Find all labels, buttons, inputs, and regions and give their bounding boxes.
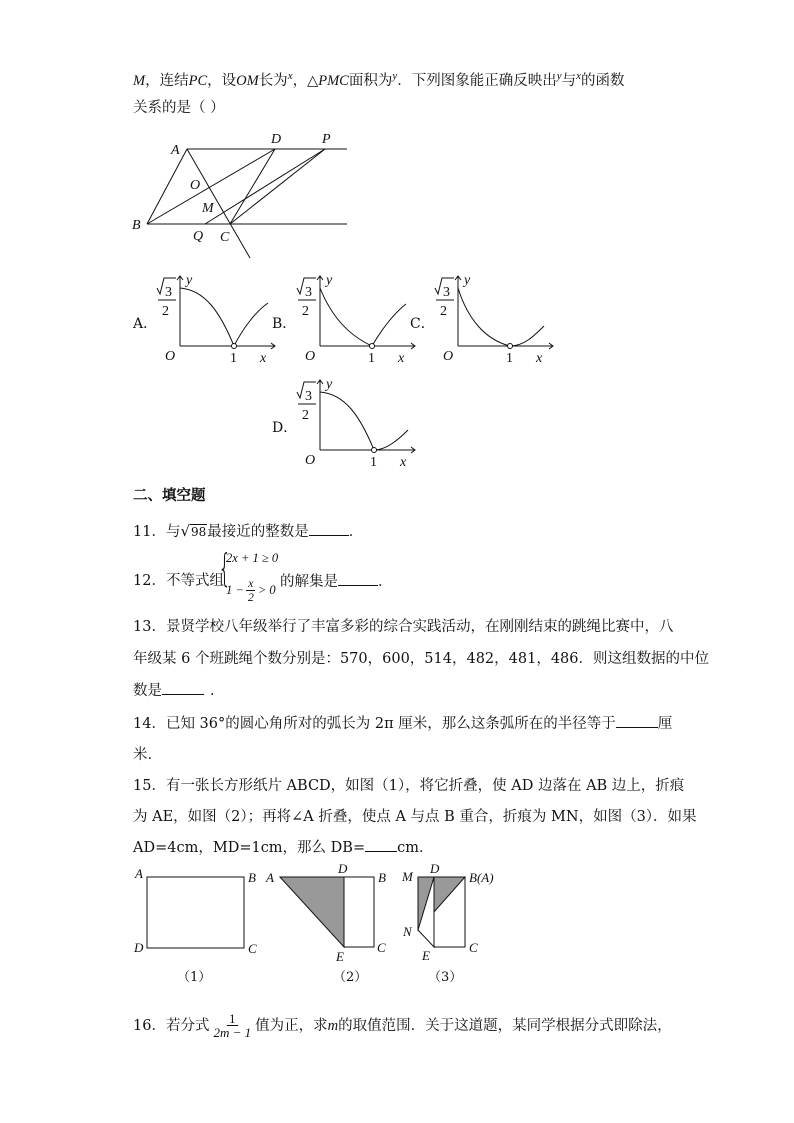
q10-text: ．下列图象能正确反映出	[397, 72, 557, 89]
option-d-graph	[290, 374, 425, 469]
label-d: D	[271, 132, 282, 147]
question-13-line1: 13．景贤学校八年级举行了丰富多彩的综合实践活动，在刚刚结束的跳绳比赛中，八	[133, 619, 674, 635]
tick-y-num: 3	[443, 285, 450, 300]
q10-var-y: y	[556, 70, 562, 82]
curve-left	[320, 288, 372, 346]
q11-pre: 11．与	[133, 524, 181, 540]
answer-blank[interactable]	[616, 713, 658, 728]
q10-text: 与	[561, 72, 577, 89]
tick-y-num: 3	[305, 285, 312, 300]
q16-post: 值为正，求	[255, 1017, 328, 1034]
fig2-label-b: B	[378, 870, 386, 885]
option-d-label: D．	[272, 420, 298, 436]
q10-line1	[133, 66, 625, 91]
fig2-label-c: C	[377, 940, 386, 955]
label-b: B	[132, 218, 141, 233]
axis-label-x: x	[398, 351, 405, 365]
q10-var-y: y	[392, 70, 398, 82]
tick-y-num: 3	[165, 285, 172, 300]
q10-line2: 关系的是（ ）	[133, 100, 225, 116]
hollow-point	[372, 448, 377, 453]
q10-var-x: x	[576, 70, 582, 82]
segment-dc	[230, 149, 275, 224]
q15-end: cm．	[397, 840, 434, 856]
fig3-label-ba: B(A)	[469, 870, 494, 885]
fig1-label-d: D	[134, 940, 144, 955]
q16-fraction	[211, 1012, 253, 1039]
fig3-caption: （3）	[428, 970, 463, 985]
curve-right	[234, 303, 268, 346]
axis-label-y: y	[326, 273, 333, 288]
fig3-label-d: D	[430, 861, 440, 876]
axis-label-y: y	[464, 273, 471, 288]
q15-pre: AD=4cm，MD=1cm，那么 DB=	[133, 840, 366, 856]
q10-var-pc: PC	[188, 72, 208, 89]
axis-label-x: x	[260, 351, 267, 365]
fig2-label-d: D	[338, 861, 348, 876]
origin-label: O	[305, 349, 316, 364]
curve-left	[180, 288, 234, 346]
q16-post2: 的取值范围．关于这道题，某同学根据分式即除法，	[338, 1017, 672, 1034]
hollow-point	[508, 344, 513, 349]
question-14-line1	[133, 713, 672, 734]
option-b-graph	[290, 270, 425, 365]
question-14-line2: 米．	[133, 747, 162, 763]
question-15-line1: 15．有一张长方形纸片 ABCD，如图（1），将它折叠，使 AD 边落在 AB 边上，折痕	[133, 778, 685, 794]
answer-blank[interactable]	[338, 571, 378, 586]
q12-frac-den: 2	[247, 590, 254, 604]
q12-fraction	[246, 577, 256, 604]
curve-right	[510, 326, 544, 346]
q10-text: 长为	[258, 72, 288, 89]
axis-label-y: y	[326, 377, 333, 392]
q14-end: 厘	[657, 716, 673, 732]
hollow-point	[370, 344, 375, 349]
curve-right	[374, 430, 408, 450]
label-p: P	[322, 132, 331, 147]
axis-label-x: x	[400, 455, 407, 469]
q12-inequality-1: 2x + 1 ≥ 0	[226, 551, 279, 565]
hollow-point	[232, 344, 237, 349]
fig3-label-n: N	[403, 924, 412, 939]
axis-label-x: x	[536, 351, 543, 365]
q10-text: 的函数	[581, 72, 625, 89]
curve-right	[372, 304, 406, 346]
q10-var-m: M	[133, 72, 146, 89]
axis-label-y: y	[186, 273, 193, 288]
fig3-label-c: C	[469, 940, 478, 955]
segment-pq	[205, 149, 325, 224]
origin-label: O	[165, 349, 176, 364]
q16-var-m: m	[327, 1017, 339, 1034]
q15-figure-2	[262, 860, 402, 966]
label-a: A	[171, 143, 180, 158]
fig1-caption: （1）	[177, 970, 212, 985]
fig1-label-b: B	[248, 870, 256, 885]
question-15-line3	[133, 837, 433, 858]
label-m: M	[202, 201, 214, 216]
label-c: C	[220, 230, 230, 245]
tick-x-label: 1	[506, 351, 513, 365]
answer-blank[interactable]	[365, 837, 397, 852]
fig2-caption: （2）	[333, 970, 368, 985]
option-c-label: C．	[410, 316, 435, 332]
tick-y-den: 2	[302, 408, 309, 423]
q11-radicand: 98	[191, 525, 207, 539]
origin-label: O	[443, 349, 454, 364]
question-13-line3	[133, 680, 225, 701]
label-o: O	[190, 178, 201, 193]
q10-text: ，连结	[145, 72, 189, 89]
q12-frac-num: x	[248, 576, 254, 590]
q10-var-pmc: PMC	[318, 72, 349, 89]
answer-blank[interactable]	[162, 680, 204, 695]
fig2-label-a: A	[266, 870, 274, 885]
q10-text: ，设	[207, 72, 237, 89]
q12-ineq2-b: > 0	[257, 583, 276, 597]
fig3-label-e: E	[422, 948, 430, 963]
question-12-pre: 12．不等式组	[133, 573, 224, 589]
q10-text: 面积为	[348, 72, 393, 89]
q12-inequality-2	[226, 577, 276, 604]
curve-left	[320, 392, 374, 450]
option-b-label: B．	[272, 316, 297, 332]
q16-frac-num: 1	[229, 1011, 236, 1026]
rectangle-abcd	[147, 877, 244, 948]
option-a-graph	[150, 270, 285, 365]
question-15-line2: 为 AE，如图（2）；再将∠A 折叠，使点 A 与点 B 重合，折痕为 MN，如图（3）．如果	[133, 809, 697, 825]
q10-var-om: OM	[236, 72, 259, 89]
q15-figure-1	[130, 865, 270, 965]
brace-icon: {	[218, 546, 232, 590]
curve-left	[458, 288, 510, 346]
question-11	[133, 521, 363, 542]
q12-end: ．	[378, 574, 393, 590]
sqrt-symbol: √	[180, 522, 191, 540]
q11-post: 最接近的整数是	[207, 524, 309, 540]
q16-frac-den: 2m − 1	[213, 1025, 252, 1040]
tick-x-label: 1	[230, 351, 237, 365]
fig1-label-c: C	[248, 941, 257, 956]
q13-pre: 数是	[133, 683, 162, 699]
tick-y-den: 2	[440, 304, 447, 319]
origin-label: O	[305, 453, 316, 468]
remaining-strip	[344, 877, 374, 947]
question-13-line2: 年级某 6 个班跳绳个数分别是：570，600，514，482，481，486．则这组数据的中位	[133, 651, 709, 667]
q10-geometry-figure	[125, 128, 365, 263]
option-c-graph	[428, 270, 563, 365]
q13-end: ．	[210, 683, 225, 699]
folded-triangle	[280, 877, 344, 947]
tick-y-num: 3	[305, 389, 312, 404]
segment-pc	[230, 149, 325, 224]
option-a-label: A．	[133, 316, 158, 332]
fig3-label-m: M	[402, 869, 413, 884]
section-title: 二、填空题	[133, 488, 206, 504]
q14-pre: 14．已知 36°的圆心角所对的弧长为 2π 厘米，那么这条弧所在的半径等于	[133, 716, 616, 732]
q11-end: ．	[348, 524, 364, 540]
tick-x-label: 1	[370, 455, 377, 469]
tick-y-den: 2	[302, 304, 309, 319]
q15-figure-3	[398, 860, 508, 966]
q16-pre: 16．若分式	[133, 1017, 210, 1034]
q10-var-x: x	[287, 70, 293, 82]
question-12-post	[280, 571, 393, 592]
q12-post: 的解集是	[280, 574, 338, 590]
fig1-label-a: A	[135, 866, 143, 881]
question-16	[133, 1012, 672, 1039]
fig2-label-e: E	[336, 949, 344, 964]
q10-text: ，△	[292, 72, 319, 89]
tick-x-label: 1	[368, 351, 375, 365]
answer-blank[interactable]	[309, 521, 349, 536]
q12-ineq2-a: 1 −	[226, 583, 244, 597]
tick-y-den: 2	[162, 304, 169, 319]
label-q: Q	[193, 229, 204, 244]
